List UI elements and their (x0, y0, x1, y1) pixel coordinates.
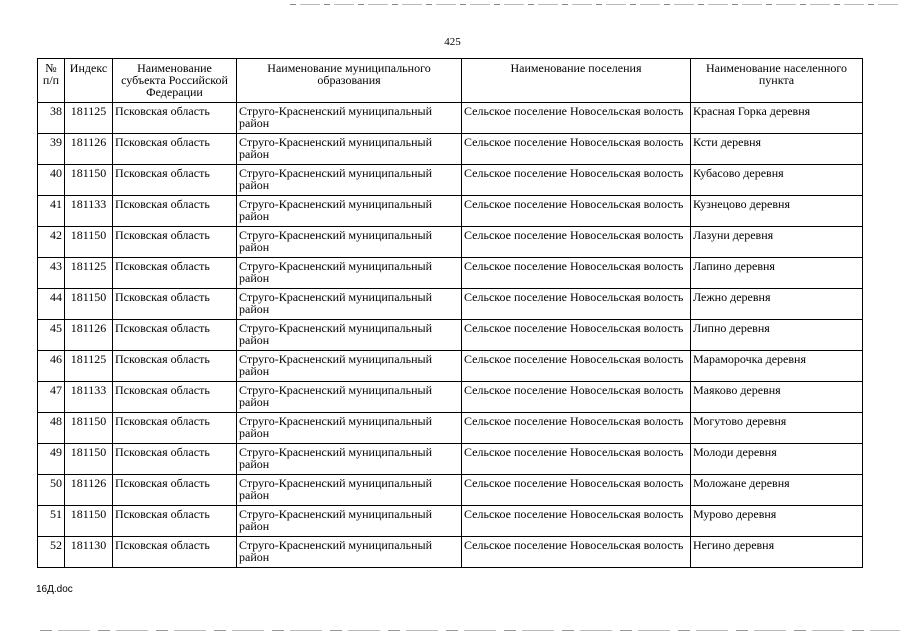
cell-locality: Лазуни деревня (691, 227, 863, 258)
cell-number: 44 (38, 289, 65, 320)
cell-number: 45 (38, 320, 65, 351)
header-region: Наименование субъекта Российской Федерации (113, 59, 237, 103)
cell-municipality: Струго-Красненский муниципальный район (237, 444, 462, 475)
cell-region: Псковская область (113, 475, 237, 506)
cell-index: 181125 (65, 351, 113, 382)
table-row (38, 351, 863, 382)
cell-municipality: Струго-Красненский муниципальный район (237, 413, 462, 444)
table-body (38, 103, 863, 568)
cell-region: Псковская область (113, 134, 237, 165)
cell-locality: Лежно деревня (691, 289, 863, 320)
cell-municipality: Струго-Красненский муниципальный район (237, 165, 462, 196)
cell-locality: Могутово деревня (691, 413, 863, 444)
cell-municipality: Струго-Красненский муниципальный район (237, 320, 462, 351)
cell-settlement: Сельское поселение Новосельская волость (462, 289, 691, 320)
cell-index: 181126 (65, 320, 113, 351)
cell-municipality: Струго-Красненский муниципальный район (237, 196, 462, 227)
cell-municipality: Струго-Красненский муниципальный район (237, 134, 462, 165)
cell-region: Псковская область (113, 506, 237, 537)
cell-number: 52 (38, 537, 65, 568)
cell-settlement: Сельское поселение Новосельская волость (462, 506, 691, 537)
cell-settlement: Сельское поселение Новосельская волость (462, 227, 691, 258)
cell-municipality: Струго-Красненский муниципальный район (237, 382, 462, 413)
cell-index: 181133 (65, 382, 113, 413)
table-row (38, 103, 863, 134)
cell-number: 38 (38, 103, 65, 134)
cell-number: 51 (38, 506, 65, 537)
cell-locality: Мараморочка деревня (691, 351, 863, 382)
table-row (38, 227, 863, 258)
cell-municipality: Струго-Красненский муниципальный район (237, 351, 462, 382)
cell-locality: Молоди деревня (691, 444, 863, 475)
footer-filename: 16Д.doc (36, 584, 73, 595)
cell-number: 39 (38, 134, 65, 165)
cell-settlement: Сельское поселение Новосельская волость (462, 413, 691, 444)
cell-region: Псковская область (113, 413, 237, 444)
settlements-table (37, 58, 863, 568)
cell-number: 40 (38, 165, 65, 196)
cell-number: 43 (38, 258, 65, 289)
cell-municipality: Струго-Красненский муниципальный район (237, 258, 462, 289)
cell-settlement: Сельское поселение Новосельская волость (462, 382, 691, 413)
cell-index: 181126 (65, 134, 113, 165)
cell-index: 181125 (65, 258, 113, 289)
cell-index: 181126 (65, 475, 113, 506)
cell-settlement: Сельское поселение Новосельская волость (462, 165, 691, 196)
cell-index: 181130 (65, 537, 113, 568)
cell-municipality: Струго-Красненский муниципальный район (237, 506, 462, 537)
header-settlement: Наименование поселения (462, 59, 691, 103)
scan-artifact-bottom (40, 630, 900, 631)
table-row (38, 537, 863, 568)
cell-number: 47 (38, 382, 65, 413)
cell-region: Псковская область (113, 196, 237, 227)
cell-locality: Липно деревня (691, 320, 863, 351)
cell-locality: Кузнецово деревня (691, 196, 863, 227)
cell-municipality: Струго-Красненский муниципальный район (237, 537, 462, 568)
cell-settlement: Сельское поселение Новосельская волость (462, 537, 691, 568)
cell-settlement: Сельское поселение Новосельская волость (462, 320, 691, 351)
cell-locality: Мурово деревня (691, 506, 863, 537)
cell-number: 41 (38, 196, 65, 227)
cell-index: 181125 (65, 103, 113, 134)
cell-region: Псковская область (113, 165, 237, 196)
cell-region: Псковская область (113, 227, 237, 258)
cell-region: Псковская область (113, 320, 237, 351)
header-locality: Наименование населенного пункта (691, 59, 863, 103)
cell-municipality: Струго-Красненский муниципальный район (237, 103, 462, 134)
cell-settlement: Сельское поселение Новосельская волость (462, 103, 691, 134)
cell-region: Псковская область (113, 103, 237, 134)
cell-locality: Кубасово деревня (691, 165, 863, 196)
table-row (38, 196, 863, 227)
table-row (38, 258, 863, 289)
table-row (38, 165, 863, 196)
table-row (38, 444, 863, 475)
cell-region: Псковская область (113, 258, 237, 289)
table-row (38, 320, 863, 351)
cell-settlement: Сельское поселение Новосельская волость (462, 444, 691, 475)
cell-settlement: Сельское поселение Новосельская волость (462, 351, 691, 382)
cell-settlement: Сельское поселение Новосельская волость (462, 258, 691, 289)
cell-locality: Красная Горка деревня (691, 103, 863, 134)
cell-number: 48 (38, 413, 65, 444)
table-row (38, 134, 863, 165)
table-row (38, 413, 863, 444)
scan-artifact-top (290, 4, 900, 5)
cell-settlement: Сельское поселение Новосельская волость (462, 134, 691, 165)
cell-municipality: Струго-Красненский муниципальный район (237, 289, 462, 320)
cell-index: 181150 (65, 289, 113, 320)
cell-index: 181150 (65, 165, 113, 196)
cell-region: Псковская область (113, 351, 237, 382)
cell-region: Псковская область (113, 444, 237, 475)
cell-municipality: Струго-Красненский муниципальный район (237, 227, 462, 258)
page-number: 425 (444, 36, 461, 48)
table-row (38, 506, 863, 537)
cell-index: 181150 (65, 227, 113, 258)
cell-region: Псковская область (113, 289, 237, 320)
cell-index: 181150 (65, 413, 113, 444)
cell-index: 181150 (65, 444, 113, 475)
cell-settlement: Сельское поселение Новосельская волость (462, 196, 691, 227)
cell-municipality: Струго-Красненский муниципальный район (237, 475, 462, 506)
cell-locality: Моложане деревня (691, 475, 863, 506)
table-header-row (38, 59, 863, 103)
cell-locality: Негино деревня (691, 537, 863, 568)
table-row (38, 382, 863, 413)
cell-locality: Маяково деревня (691, 382, 863, 413)
cell-settlement: Сельское поселение Новосельская волость (462, 475, 691, 506)
cell-region: Псковская область (113, 382, 237, 413)
cell-index: 181133 (65, 196, 113, 227)
header-index: Индекс (65, 59, 113, 103)
cell-number: 46 (38, 351, 65, 382)
header-municipality: Наименование муниципального образования (237, 59, 462, 103)
table-row (38, 475, 863, 506)
cell-region: Псковская область (113, 537, 237, 568)
cell-locality: Лапино деревня (691, 258, 863, 289)
cell-number: 50 (38, 475, 65, 506)
cell-index: 181150 (65, 506, 113, 537)
cell-locality: Ксти деревня (691, 134, 863, 165)
cell-number: 42 (38, 227, 65, 258)
header-number: № п/п (38, 59, 65, 103)
table-row (38, 289, 863, 320)
cell-number: 49 (38, 444, 65, 475)
